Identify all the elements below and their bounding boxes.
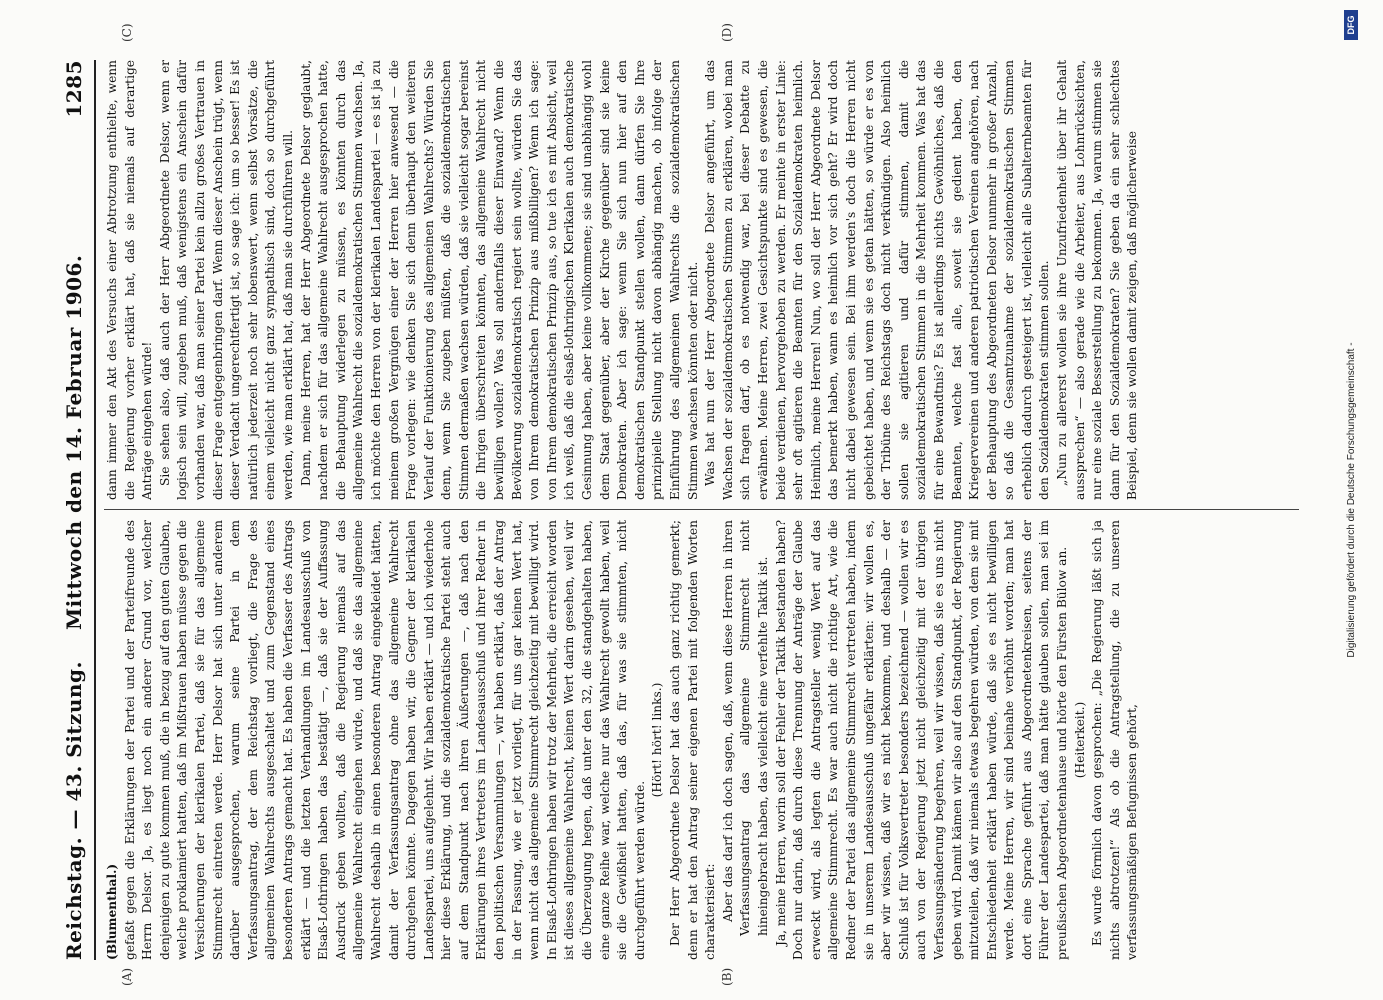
header-rule	[94, 60, 96, 960]
paragraph: Sie sehen also, daß auch der Herr Abgeordnete Delsor, wenn er logisch sein will, zugeben muß, daß wenigstens ein Anschein dafür vorhanden war, daß man seiner Partei kein allzu großes Vertrauen in dieser Frage entgegenbringen darf. Wenn dieser Anschein trügt, wenn dieser Verdacht ungerechtfertigt ist, so sage ich: um so besser! Es ist natürlich jederzeit noch sehr lobenswert, wenn selbst Vorsätze, die einem vielleicht nicht ganz sympathisch sind, doch so durchgeführt werden, wie man erklärt hat, daß man sie durchführen will.	[157, 60, 295, 500]
margin-mark-a: (A)	[120, 967, 134, 986]
interjection: (Heiterkeit.)	[1072, 701, 1087, 779]
paragraph: Dann, meine Herren, hat der Herr Abgeordnete Delsor geglaubt, nachdem er sich für das allgemeine Wahlrecht ausgesprochen hatte, die Behauptung widerlegen zu müssen, es könnten durch das allgemeine Wahlrecht die sozialdemokratischen Stimmen wachsen. Ja, ich möchte den Herren von der klerikalen Landespartei — es ist ja zu meinem großen Vergnügen einer der Herren hier anwesend — die Frage vorlegen: wie denken Sie sich denn überhaupt den weiteren Verlauf der Funktionierung des allgemeinen Wahlrechts? Würden Sie denn, wenn Sie zugeben müßten, daß die sozialdemokratischen Stimmen dermaßen wachsen würden, daß sie vielleicht sogar bereinst die Ihrigen überschreiten könnten, das allgemeine Wahlrecht nicht bewilligen wollen? Was soll andernfalls dieser Einwand? Wenn die Bevölkerung sozialdemokratisch regiert sein wollte, würden Sie das von Ihrem demokratischen Prinzip aus mißbilligen? Wenn ich sage: von Ihrem demokratischen Prinzip aus, so tue ich es mit Absicht, weil ich weiß, daß die elsaß-lothringischen Klerikalen auch demokratische Gesinnung haben, aber keine vollkommene; sie sind unabhängig wohl dem Staat gegenüber, aber der Kirche gegenüber sind sie keine Demokraten. Aber ich sage: wenn Sie sich nun hier auf den demokratischen Standpunkt stellen wollen, dann dürfen Sie Ihre prinzipielle Stellung nicht davon abhängig machen, ob infolge der Einführung des allgemeinen Wahlrechts die sozialdemokratischen Stimmen wachsen könnten oder nicht.	[298, 60, 700, 500]
right-column	[104, 60, 1299, 500]
column-separator	[104, 509, 1299, 510]
left-column	[104, 520, 1299, 960]
paragraph: gefaßt gegen die Erklärungen der Partei und der Parteifreunde des Herrn Delsor. Ja, es liegt noch ein anderer Grund vor, welcher denjenigen zu gute kommen muß, die in bezug auf den guten Glauben, welche proklamiert hatten, daß im Mißtrauen haben müsse gegen die Versicherungen der klerikalen Partei, daß sie für das allgemeine Stimmrecht eintreten werde. Herr Delsor hat sich unter anderem darüber ausgesprochen, warum seine Partei in dem Verfassungsantrag, der dem Reichstag vorliegt, die Frage des allgemeinen Wahlrechts ausgeschaltet und zum Gegenstand eines besonderen Antrags gemacht hat. Es haben die Verfasser des Antrags erklärt — und die letzten Verhandlungen im Landesausschuß von Elsaß-Lothringen haben das bestätigt —, daß sie der Auffassung Ausdruck geben wollten, daß die Regierung niemals auf das allgemeine Wahlrecht eingehen würde, und daß sie das allgemeine Wahlrecht deshalb in einen besonderen Antrag eingekleidet hätten, damit der Verfassungsantrag ohne das allgemeine Wahlrecht durchgehen könnte. Dagegen haben wir, die Gegner der klerikalen Landespartei, uns aufgelehnt. Wir haben erklärt — und ich wiederhole hier diese Erklärung, und die sozialdemokratische Partei steht auch auf dem Standpunkt nach ihren Äußerungen —, daß nach den Erklärungen ihres Vertreters im Landesausschuß und ihrer Redner in den politischen Versammlungen —, wir haben erklärt, daß der Antrag in der Fassung, wie er jetzt vorliegt, für uns gar keinen Wert hat, wenn nicht das allgemeine Stimmrecht gleichzeitig mit bewilligt wird. In Elsaß-Lothringen haben wir trotz der Mehrheit, die erreicht worden ist dieses allgemeine Wahlrecht, keinen Wert darin gesehen, weil wir die Überzeugung hegen, daß unter den 32, die standgehalten haben, eine ganze Reihe war, welche nur das Wahlrecht gewollt haben, weil sie die Gewißheit hatten, daß das, für was sie stimmten, nicht durchgeführt werden würde.	[122, 520, 647, 960]
dfg-logo: DFG	[1344, 10, 1358, 40]
page-header	[62, 60, 88, 960]
paragraph: dann immer den Akt des Versuchs einer Abtrotzung enthielte, wenn die Regierung vorher erklärt hat, daß sie niemals auf derartige Anträge eingehen würde!	[105, 60, 155, 500]
paragraph: Es wurde förmlich davon gesprochen: „Die Regierung läßt sich ja nichts abtrotzen!“ Als ob die Antragstellung, die zu unseren verfassungsmäßigen Befugnissen gehört,	[1090, 520, 1140, 960]
margin-mark-c: (C)	[120, 23, 134, 42]
quotation: Aber das darf ich doch sagen, daß, wenn diese Herren in ihren Verfassungsantrag das allgemeine Stimmrecht nicht hineingebracht haben, das vielleicht eine verfehlte Taktik ist.	[720, 520, 770, 936]
interjection: (Hört! hört! links.)	[650, 682, 665, 798]
margin-mark-b: (B)	[720, 967, 734, 986]
speaker-name: (Blumenthal.)	[105, 863, 119, 960]
digitization-credit: Digitalisierung gefördert durch die Deutsche Forschungsgemeinschaft -	[1346, 342, 1357, 658]
paragraph: „Nun zu allererst wollen sie ihre Unzufriedenheit über ihr Gehalt aussprechen“ — also gerade wie die Arbeiter, aus Lohnrücksichten, nur eine soziale Besserstellung zu bekommen. Ja, warum stimmen sie dann für den Sozialdemokraten? Sie geben da ein sehr schlechtes Beispiel, denn sie wollen damit zeigen, daß möglicherweise	[1055, 60, 1140, 500]
page-number: 1285	[62, 60, 86, 118]
paragraph: Der Herr Abgeordnete Delsor hat das auch ganz richtig gemerkt; denn er hat den Antrag seiner eigenen Partei mit folgenden Worten charakterisiert:	[668, 520, 718, 960]
paragraph: Was hat nun der Herr Abgeordnete Delsor angeführt, um das Wachsen der sozialdemokratischen Stimmen zu erklären, wobei man sich fragen darf, ob es notwendig war, bei dieser Debatte zu erwähnen. Meine Herren, zwei Gesichtspunkte sind es gewesen, die beide verdienen, hervorgehoben zu werden. Er meinte in erster Linie: sehr oft agitieren die Beamten für den Sozialdemokraten heimlich. Heimlich, meine Herren! Nun, wo soll der Herr Abgeordnete Delsor das bemerkt haben, wann es heimlich vor sich geht? Er wird doch nicht dabei gewesen sein. Bei ihm werden's doch die Herren nicht gebeichtet haben, und wenn sie es getan hätten, so würde er es von der Tribüne des Reichstags doch nicht verkündigen. Also heimlich sollen sie agitieren und dafür stimmen, damit die sozialdemokratischen Stimmen in die Mehrheit kommen. Was hat das für eine Bewandtnis? Es ist allerdings nichts Gewöhnliches, daß die Beamten, welche fast alle, soweit sie gedient haben, den Kriegervereinen und anderen patriotischen Vereinen angehören, nach der Behauptung des Abgeordneten Delsor nunmehr in großer Anzahl, so daß die Gesamtzunahme der sozialdemokratischen Stimmen erheblich dadurch gesteigert ist, vielleicht alle Subalternbeamten für den Sozialdemokraten stimmen sollen.	[703, 60, 1052, 500]
header-session: Reichstag. — 43. Sitzung.	[62, 661, 86, 960]
header-date: Mittwoch den 14. Februar 1906.	[62, 254, 86, 630]
paragraph: Ja, meine Herren, worin soll der Fehler der Taktik bestanden haben? Doch nur darin, daß durch diese Trennung der Anträge der Glaube erweckt wird, als legten die Antragsteller wenig Wert auf das allgemeine Stimmrecht. Es war auch nicht die richtige Art, wie die Redner der Partei das allgemeine Stimmrecht vertreten haben, indem sie in unserem Landesausschuß ungefähr erklärten: wir wollen es, aber wir wissen, daß wir es nicht bekommen, und deshalb — der Schluß ist für Volksvertreter besonders bezeichnend — wollen wir es auch von der Regierung jetzt nicht gleichzeitig mit der übrigen Verfassungsänderung begehren, weil wir wissen, daß sie es uns nicht geben wird. Damit kämen wir also auf den Standpunkt, der Regierung mitzuteilen, daß wir niemals etwas begehren würden, von dem sie mit Entschiedenheit erklärt haben würde, daß sie es nicht bewilligen werde. Meine Herren, wir sind beinahe verhöhnt worden; man hat dort eine Sprache geführt aus Abgeordnetenkreisen, seitens der Führer der Landespartei, daß man hätte glauben sollen, man sei im preußischen Abgeordnetenhause und hörte den Fürsten Bülow an.	[773, 520, 1070, 960]
margin-mark-d: (D)	[720, 23, 734, 42]
